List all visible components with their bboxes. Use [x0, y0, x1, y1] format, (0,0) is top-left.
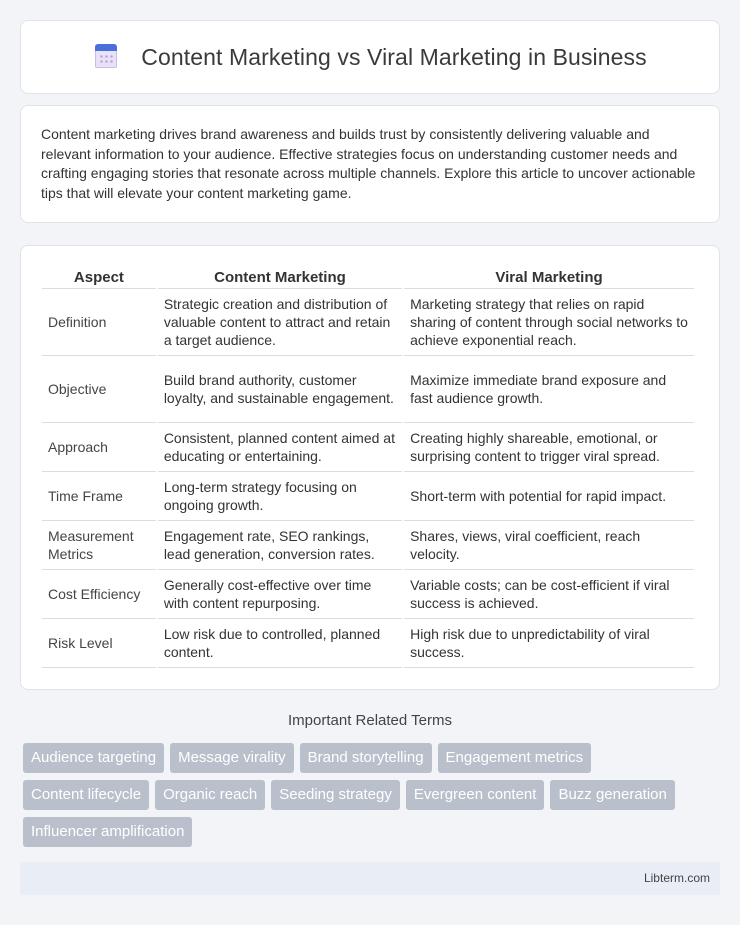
row-aspect: Risk Level: [42, 619, 156, 668]
header-aspect: Aspect: [42, 266, 156, 289]
row-aspect: Definition: [42, 289, 156, 356]
row-aspect: Measurement Metrics: [42, 521, 156, 570]
tag-seeding-strategy[interactable]: Seeding strategy: [271, 780, 400, 810]
tag-brand-storytelling[interactable]: Brand storytelling: [300, 743, 432, 773]
tag-organic-reach[interactable]: Organic reach: [155, 780, 265, 810]
row-viral-marketing: Variable costs; can be cost-efficient if viral success is achieved.: [404, 570, 694, 619]
row-content-marketing: Engagement rate, SEO rankings, lead generation, conversion rates.: [158, 521, 402, 570]
row-viral-marketing: Shares, views, viral coefficient, reach velocity.: [404, 521, 694, 570]
row-viral-marketing: Creating highly shareable, emotional, or surprising content to trigger viral spread.: [404, 423, 694, 472]
row-content-marketing: Generally cost-effective over time with content repurposing.: [158, 570, 402, 619]
header-content-marketing: Content Marketing: [158, 266, 402, 289]
row-content-marketing: Strategic creation and distribution of valuable content to attract and retain a target audience.: [158, 289, 402, 356]
table-row: [42, 619, 694, 668]
tag-buzz-generation[interactable]: Buzz generation: [550, 780, 674, 810]
row-content-marketing: Consistent, planned content aimed at educating or entertaining.: [158, 423, 402, 472]
row-aspect: Approach: [42, 423, 156, 472]
related-terms-list: [23, 743, 723, 854]
tag-influencer-amplification[interactable]: Influencer amplification: [23, 817, 192, 847]
page-title: Content Marketing vs Viral Marketing in Business: [141, 43, 647, 70]
table-row: [42, 472, 694, 521]
row-aspect: Objective: [42, 356, 156, 423]
intro-card: [20, 105, 720, 223]
comparison-card: [20, 245, 720, 690]
row-content-marketing: Long-term strategy focusing on ongoing growth.: [158, 472, 402, 521]
row-viral-marketing: Maximize immediate brand exposure and fast audience growth.: [404, 356, 694, 423]
tag-content-lifecycle[interactable]: Content lifecycle: [23, 780, 149, 810]
title-card: [20, 20, 720, 94]
notebook-icon: [93, 44, 119, 70]
row-viral-marketing: Short-term with potential for rapid impact.: [404, 472, 694, 521]
row-content-marketing: Low risk due to controlled, planned content.: [158, 619, 402, 668]
table-row: [42, 356, 694, 423]
row-viral-marketing: High risk due to unpredictability of viral success.: [404, 619, 694, 668]
row-viral-marketing: Marketing strategy that relies on rapid sharing of content through social networks to achieve exponential reach.: [404, 289, 694, 356]
related-terms-title: Important Related Terms: [288, 712, 452, 729]
intro-text: Content marketing drives brand awareness and builds trust by consistently delivering valuable and relevant information to your audience. Effective strategies focus on understanding customer needs and crafting engaging stories that resonate across multiple channels. Explore this article to uncover actionable tips that will elevate your content marketing game.: [41, 126, 696, 201]
row-content-marketing: Build brand authority, customer loyalty, and sustainable engagement.: [158, 356, 402, 423]
table-row: [42, 423, 694, 472]
row-aspect: Time Frame: [42, 472, 156, 521]
tag-message-virality[interactable]: Message virality: [170, 743, 294, 773]
table-row: [42, 570, 694, 619]
comparison-table: [40, 266, 696, 668]
footer-site-link[interactable]: Libterm.com: [643, 871, 710, 885]
table-header-row: [42, 266, 694, 289]
header-viral-marketing: Viral Marketing: [404, 266, 694, 289]
row-aspect: Cost Efficiency: [42, 570, 156, 619]
table-row: [42, 289, 694, 356]
table-row: [42, 521, 694, 570]
footer: [20, 862, 720, 895]
tag-engagement-metrics[interactable]: Engagement metrics: [438, 743, 592, 773]
tag-evergreen-content[interactable]: Evergreen content: [406, 780, 545, 810]
tag-audience-targeting[interactable]: Audience targeting: [23, 743, 164, 773]
